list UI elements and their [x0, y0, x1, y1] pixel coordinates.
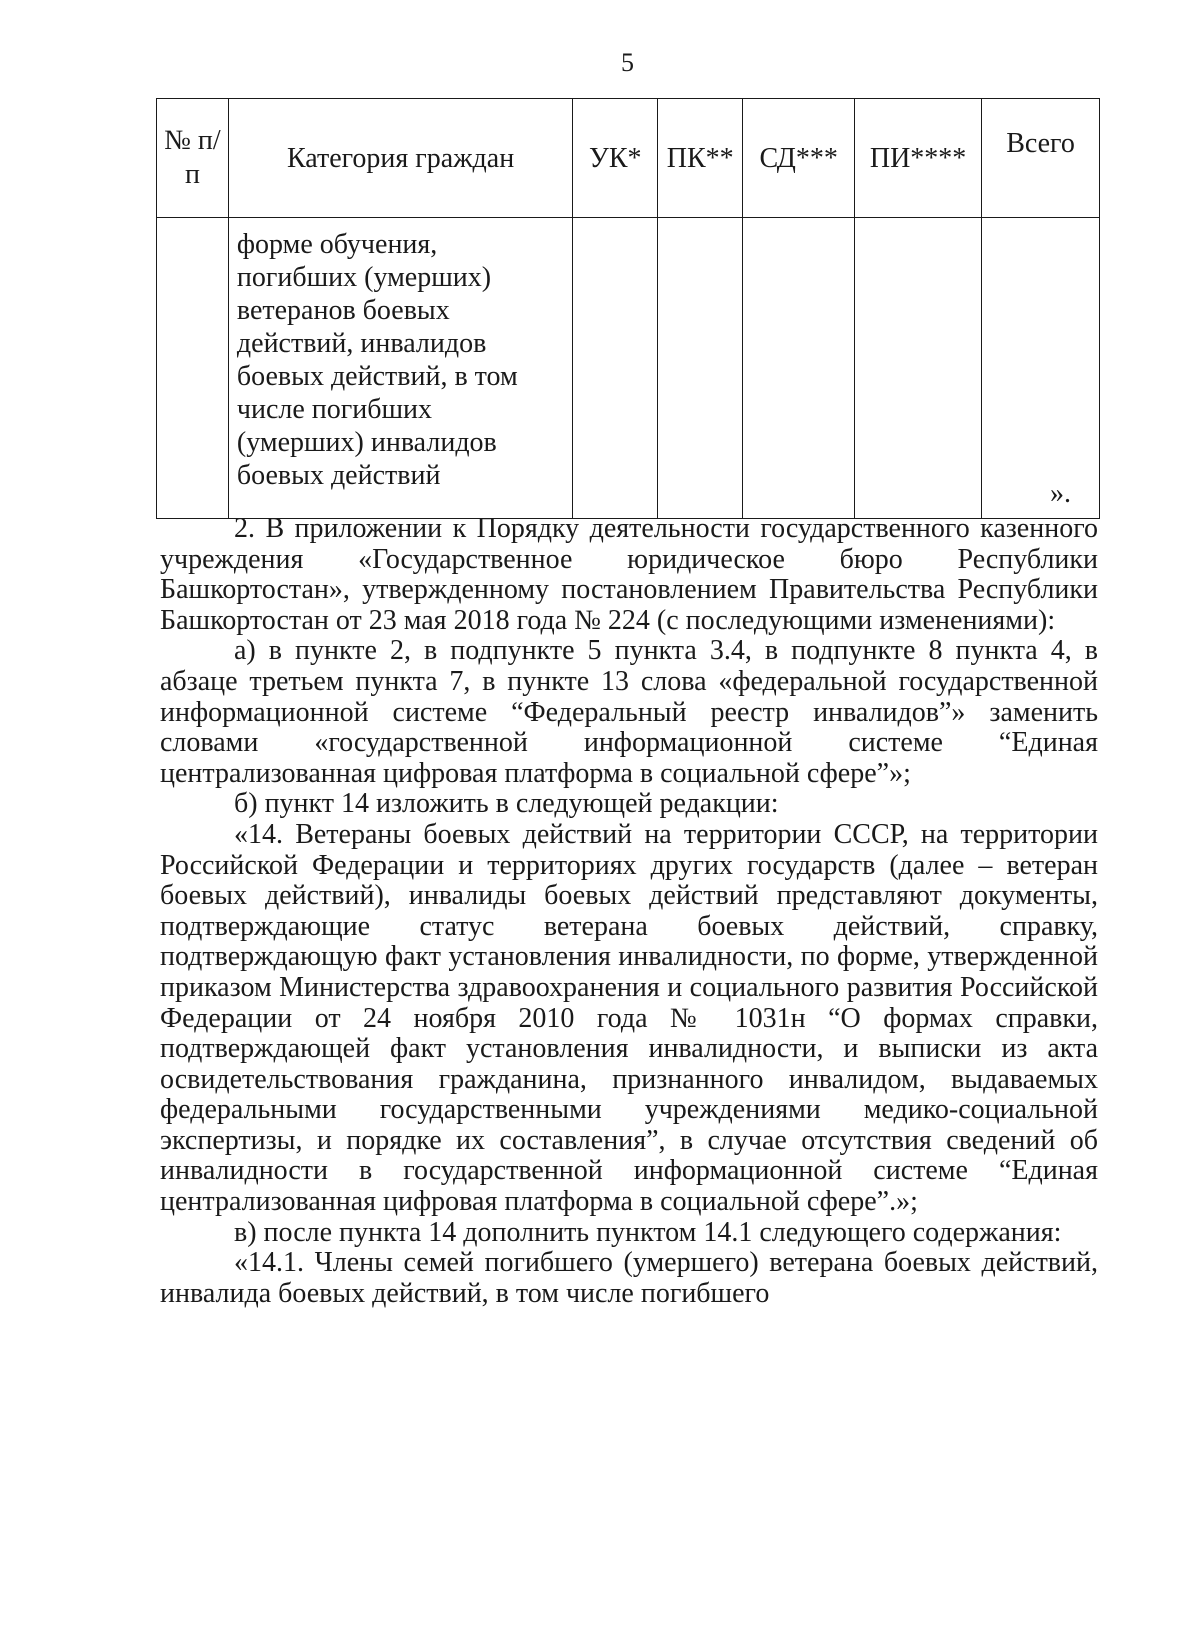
document-body	[160, 514, 1098, 1309]
header-uk: УК*	[573, 99, 658, 218]
cell-pi	[855, 218, 982, 519]
cell-category: форме обучения, погибших (умерших) ветеранов боевых действий, инвалидов боевых действий, в том числе погибших (умерших) инвалидов боевых действий	[228, 218, 572, 519]
citizen-category-table	[156, 98, 1100, 519]
table-header-row	[157, 99, 1100, 218]
header-sd: СД***	[743, 99, 855, 218]
cell-total	[982, 218, 1100, 519]
closing-quote: ».	[1050, 478, 1071, 509]
header-pi: ПИ****	[855, 99, 982, 218]
paragraph-clause-14: «14. Ветераны боевых действий на территории СССР, на территории Российской Федерации и территориях других государств (далее – ветеран боевых действий), инвалиды боевых действий представляют документы, подтверждающие статус ветерана боевых действий, справку, подтверждающую факт установления инвалидности, по форме, утвержденной приказом Министерства здравоохранения и социального развития Российской Федерации от 24 ноября 2010 года № 1031н “О формах справки, подтверждающей факт установления инвалидности, и выписки из акта освидетельствования гражданина, признанного инвалидом, выдаваемых федеральными государственными учреждениями медико-социальной экспертизы, и порядке их составления”, в случае отсутствия сведений об инвалидности в государственной информационной системе “Единая централизованная цифровая платформа в социальной сфере”.»;	[160, 818, 1098, 1218]
paragraph-subitem-v: в) после пункта 14 дополнить пунктом 14.1 следующего содержания:	[234, 1216, 1062, 1248]
cell-pk	[658, 218, 743, 519]
paragraph-item-2: 2. В приложении к Порядку деятельности государственного казенного учреждения «Государственное юридическое бюро Республики Башкортостан», утвержденному постановлением Правительства Республики Башкортостан от 23 мая 2018 года № 224 (с последующими изменениями):	[160, 513, 1098, 636]
cell-uk	[573, 218, 658, 519]
cell-sd	[743, 218, 855, 519]
header-num: № п/п	[157, 99, 229, 218]
paragraph-clause-14-1: «14.1. Члены семей погибшего (умершего) ветерана боевых действий, инвалида боевых действий, в том числе погибшего	[160, 1247, 1098, 1309]
cell-num	[157, 218, 229, 519]
table-row	[157, 218, 1100, 519]
paragraph-subitem-a: а) в пункте 2, в подпункте 5 пункта 3.4, в подпункте 8 пункта 4, в абзаце третьем пункта 7, в пункте 13 слова «федеральной государственной информационной системе “Федеральный реестр инвалидов”» заменить словами «государственной информационной системе “Единая централизованная цифровая платформа в социальной сфере”»;	[160, 635, 1098, 789]
header-category: Категория граждан	[228, 99, 572, 218]
paragraph-subitem-b: б) пункт 14 изложить в следующей редакции:	[234, 788, 779, 820]
header-total: Всего	[982, 99, 1100, 218]
page-number: 5	[621, 48, 634, 77]
header-pk: ПК**	[658, 99, 743, 218]
